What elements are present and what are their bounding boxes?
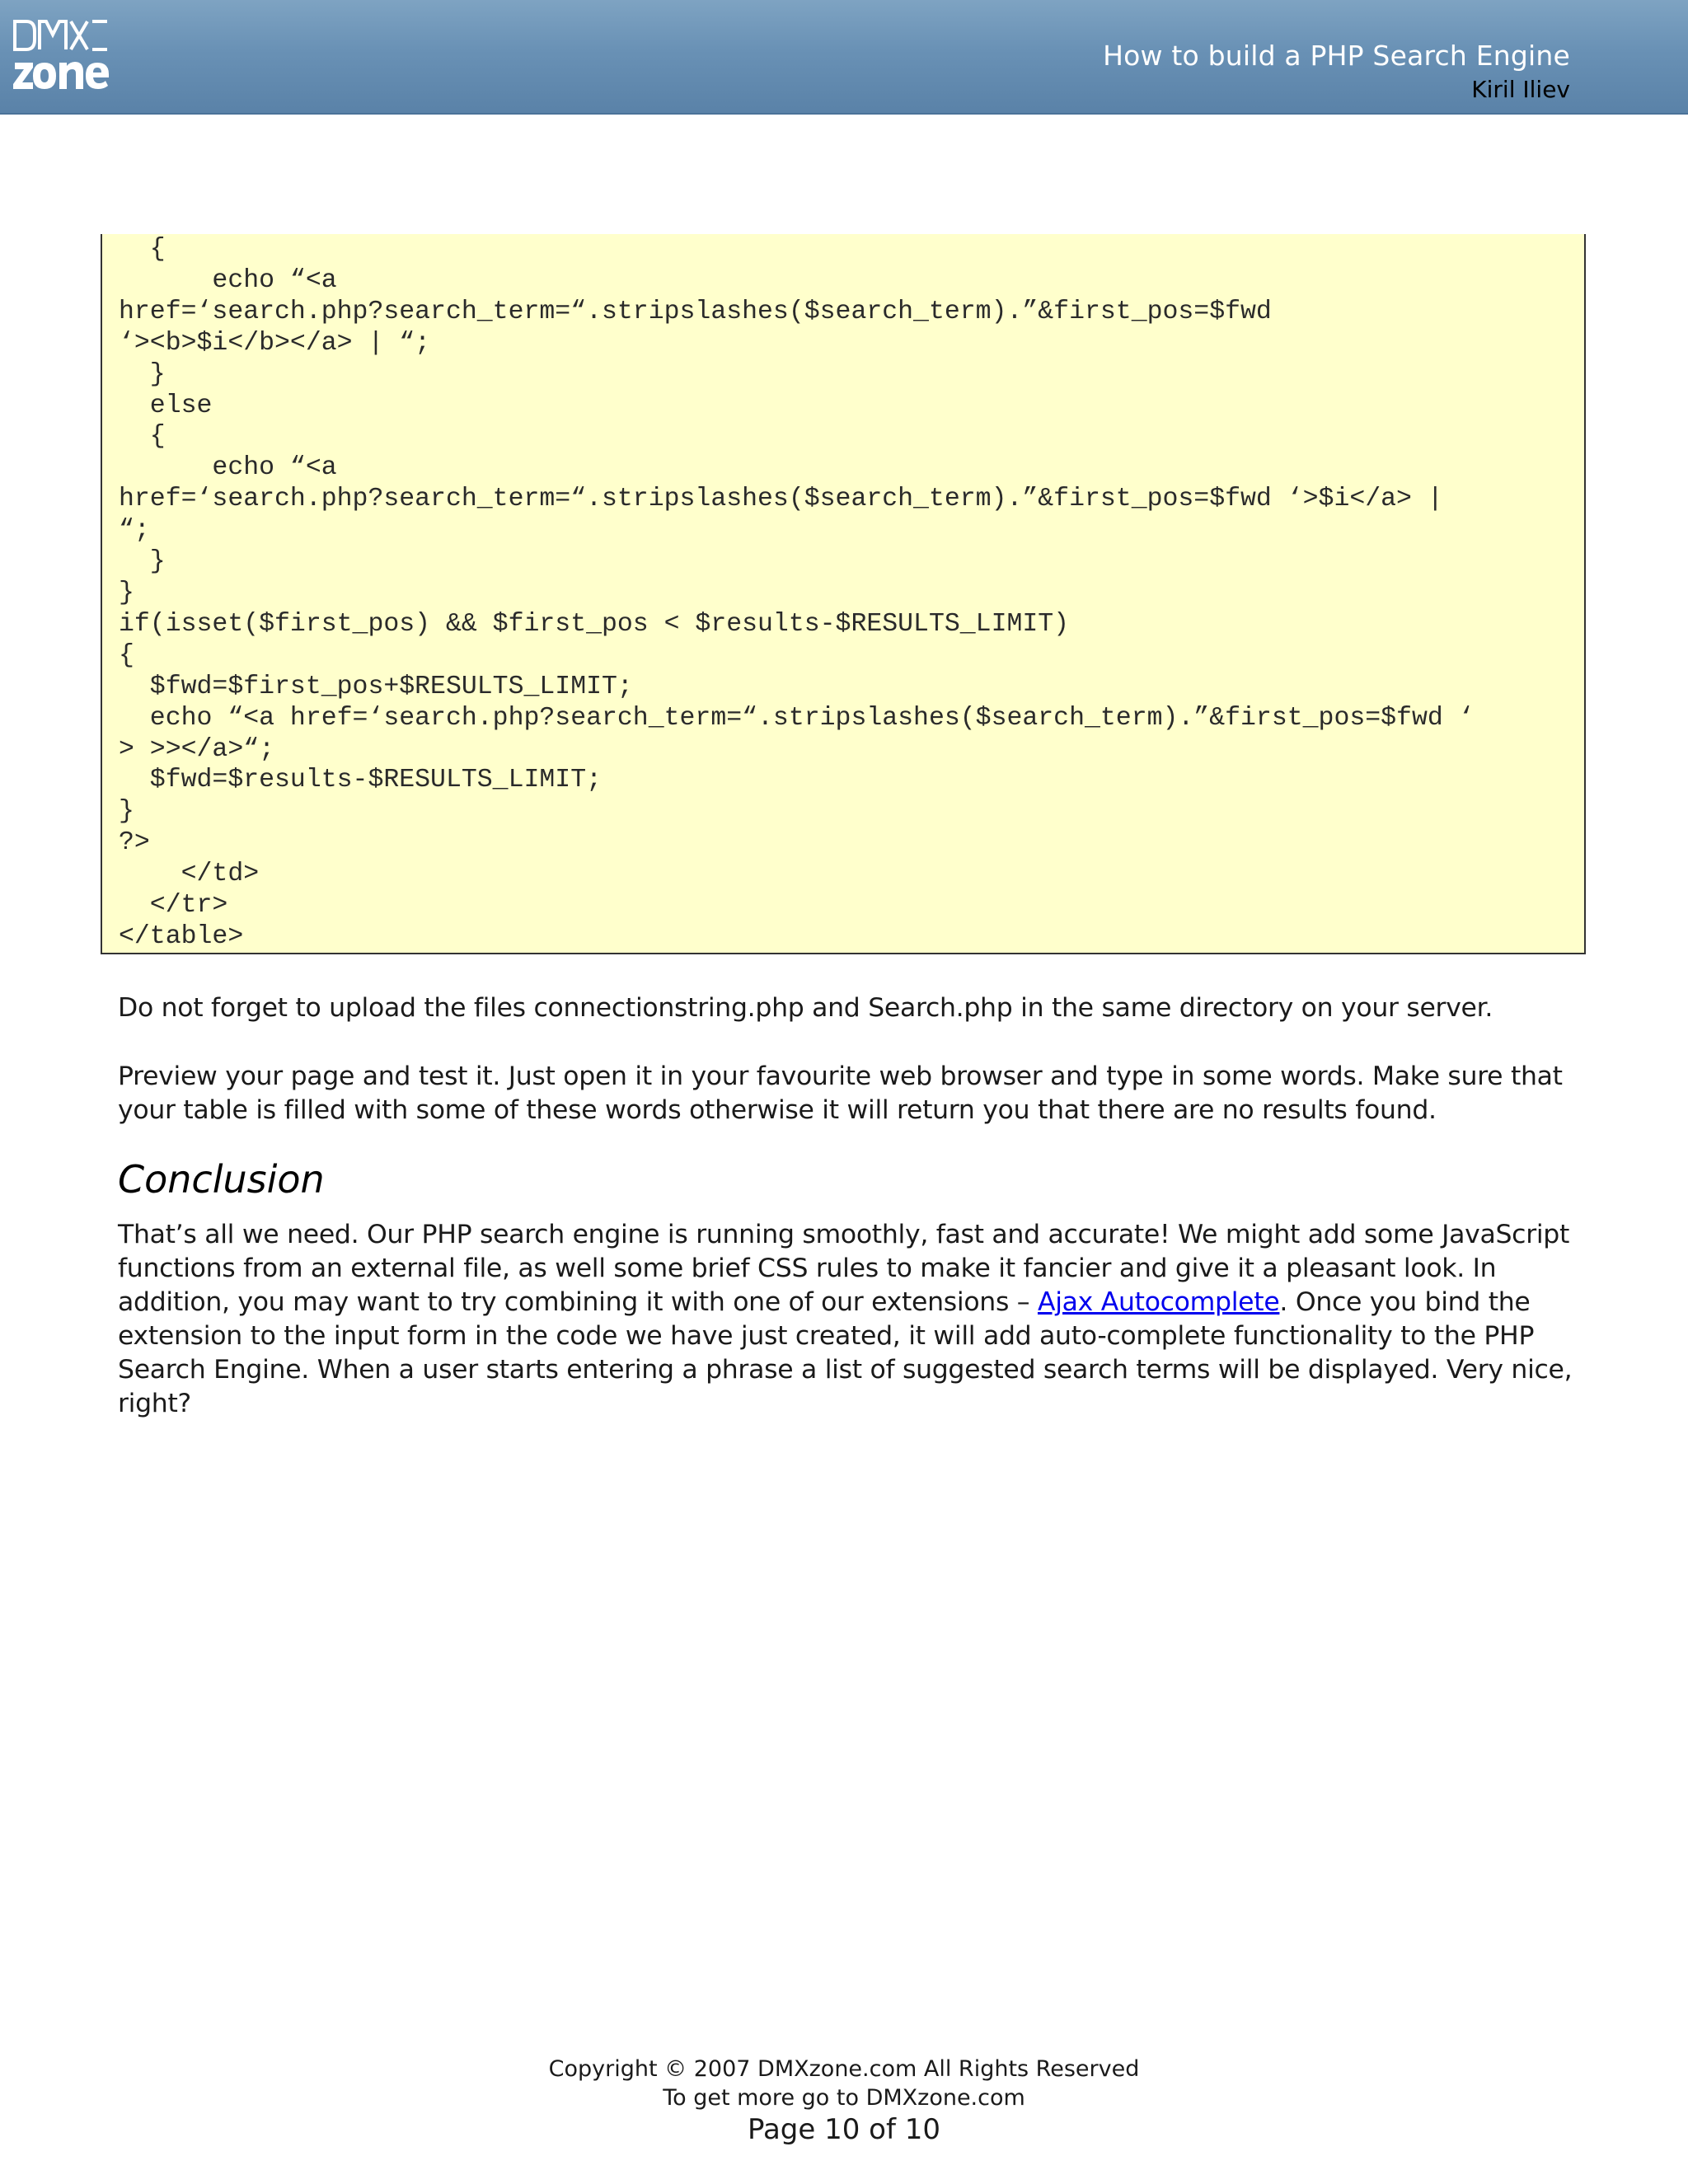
preview-paragraph: Preview your page and test it. Just open it in your favourite web browser and type in some words. Make sure that your table is filled with some of these words otherwise it will return you that there are no results found. <box>118 1062 1563 1125</box>
conclusion-paragraph <box>118 1218 1593 1421</box>
document-author: Kiril Iliev <box>1471 76 1570 103</box>
page-header <box>0 0 1688 115</box>
document-title: How to build a PHP Search Engine <box>1103 40 1570 72</box>
dmxzone-logo <box>12 15 110 97</box>
upload-paragraph: Do not forget to upload the files connectionstring.php and Search.php in the same directory on your server. <box>118 993 1493 1023</box>
footer-more-link-text: To get more go to DMXzone.com <box>663 2085 1025 2111</box>
page-number: Page 10 of 10 <box>747 2113 941 2146</box>
conclusion-text-end: . Once you bind the extension to the input form in the code we have just created, it will add auto-complete functionality to the PHP Search Engine. When a user starts entering a phrase a list of suggested search terms will be displayed. Very nice, right? <box>118 1287 1573 1418</box>
conclusion-text-start: That’s all we need. Our PHP search engine is running smoothly, fast and accurate! We might add some JavaScript functions from an external file, as well some brief CSS rules to make it fancier and give it a pleasant look. In addition, you may want to try combining it with one of our extensions – <box>118 1220 1570 1317</box>
conclusion-heading: Conclusion <box>118 1157 325 1202</box>
code-listing <box>101 234 1586 954</box>
footer-copyright: Copyright © 2007 DMXzone.com All Rights Reserved <box>548 2056 1140 2082</box>
ajax-autocomplete-link[interactable]: Ajax Autocomplete <box>1037 1287 1280 1317</box>
code-text: { echo “<a href=‘search.php?search_term=“.stripslashes($search_term).”&first_pos=$fwd ‘><b>$i</b></a> | “; } else { echo “<a href=‘search.php?search_term=“.stripslashes($search_term).”&first_pos=$fwd ‘>$i</a> | “; } } if(isset($first_pos) && $first_pos < $results-$RESULTS_LIMIT) { $fwd=$first_pos+$RESULTS_LIMIT; echo “<a href=‘search.php?search_term=“.stripslashes($search_term).”&first_pos=$fwd ‘ > >></a>“; $fwd=$results-$RESULTS_LIMIT; } ?> </td> </tr> </table> <box>119 235 1475 951</box>
